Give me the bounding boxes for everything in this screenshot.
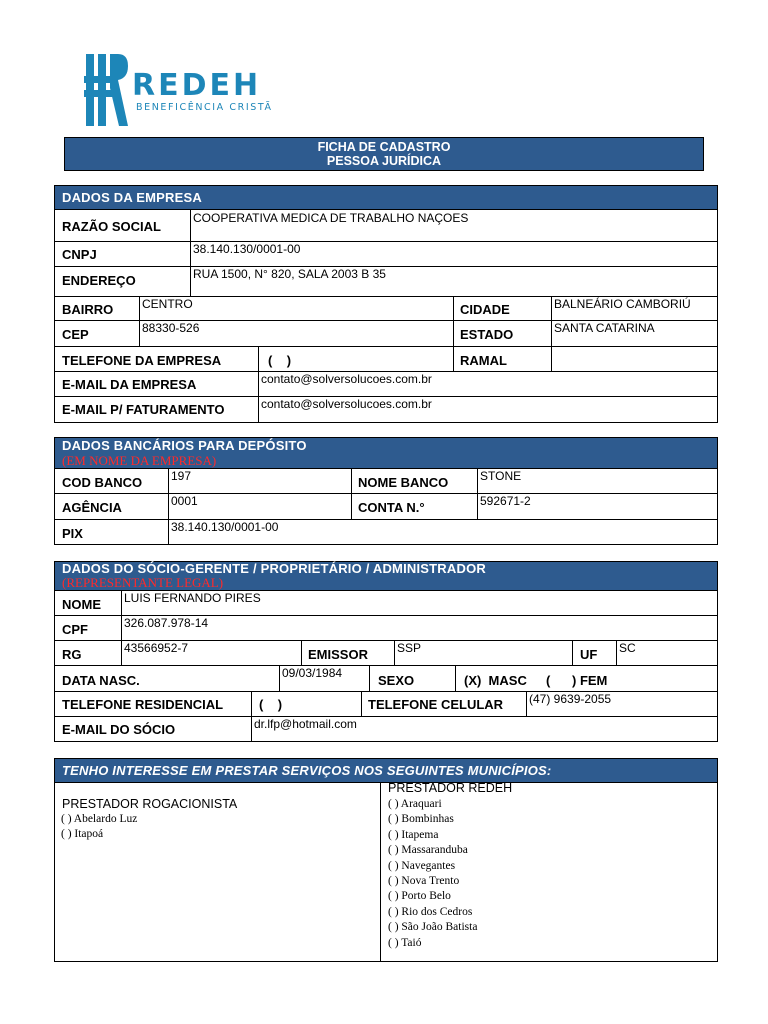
municipio-option[interactable]: ( ) Navegantes <box>388 859 456 872</box>
razao-social-label: RAZÃO SOCIAL <box>62 219 161 234</box>
sexo-masc-option[interactable]: (X) MASC <box>464 673 527 688</box>
banco-header-note: (EM NOME DA EMPRESA) <box>62 453 217 468</box>
cnpj-field[interactable]: 38.140.130/0001-00 <box>193 242 301 256</box>
agencia-label: AGÊNCIA <box>62 500 122 515</box>
prestador-rogacionista-title: PRESTADOR ROGACIONISTA <box>62 797 238 811</box>
nome-banco-label: NOME BANCO <box>358 475 449 490</box>
banco-header-title: DADOS BANCÁRIOS PARA DEPÓSITO <box>62 438 307 453</box>
estado-label: ESTADO <box>460 327 514 342</box>
telefone-empresa-field[interactable]: ( ) <box>268 353 292 368</box>
municipios-header-title: TENHO INTERESSE EM PRESTAR SERVIÇOS NOS SEGUINTES MUNICÍPIOS: <box>62 763 552 778</box>
email-faturamento-label: E-MAIL P/ FATURAMENTO <box>62 402 225 417</box>
email-empresa-field[interactable]: contato@solversolucoes.com.br <box>261 372 432 386</box>
municipio-option[interactable]: ( ) Itapoá <box>61 828 104 840</box>
cpf-field[interactable]: 326.087.978-14 <box>124 616 209 630</box>
agencia-field[interactable]: 0001 <box>171 494 198 508</box>
pix-field[interactable]: 38.140.130/0001-00 <box>171 520 279 534</box>
municipio-option[interactable]: ( ) Rio dos Cedros <box>388 905 473 918</box>
socio-header-note: (REPRESENTANTE LEGAL) <box>62 575 224 590</box>
email-empresa-label: E-MAIL DA EMPRESA <box>62 377 197 392</box>
socio-nome-label: NOME <box>62 597 101 612</box>
cod-banco-label: COD BANCO <box>62 475 143 490</box>
bairro-label: BAIRRO <box>62 302 114 317</box>
cidade-label: CIDADE <box>460 302 510 317</box>
redeh-list <box>388 797 477 951</box>
telefone-empresa-label: TELEFONE DA EMPRESA <box>62 353 222 368</box>
email-socio-field[interactable]: dr.lfp@hotmail.com <box>254 717 357 731</box>
email-faturamento-field[interactable]: contato@solversolucoes.com.br <box>261 397 432 411</box>
uf-field[interactable]: SC <box>619 641 636 655</box>
form-title-line2: PESSOA JURÍDICA <box>326 154 442 168</box>
cidade-field[interactable]: BALNEÁRIO CAMBORIÚ <box>554 297 691 311</box>
municipio-option[interactable]: ( ) Itapema <box>388 828 439 841</box>
email-socio-label: E-MAIL DO SÓCIO <box>62 722 176 737</box>
municipio-option[interactable]: ( ) Abelardo Luz <box>61 813 138 825</box>
municipio-option[interactable]: ( ) São João Batista <box>388 921 478 934</box>
municipio-option[interactable]: ( ) Porto Belo <box>388 890 451 903</box>
sexo-fem-option[interactable]: ( ) FEM <box>546 673 608 688</box>
form-title-banner <box>64 137 704 171</box>
conta-label: CONTA N.° <box>358 500 425 515</box>
data-nasc-field[interactable]: 09/03/1984 <box>282 666 343 680</box>
logo-tagline: BENEFICÊNCIA CRISTÃ <box>136 102 273 113</box>
form-title-line1: FICHA DE CADASTRO <box>317 140 451 154</box>
pix-label: PIX <box>62 526 83 541</box>
prestador-redeh-title: PRESTADOR REDEH <box>388 781 513 795</box>
municipio-option[interactable]: ( ) Araquari <box>388 798 442 810</box>
municipio-option[interactable]: ( ) Bombinhas <box>388 813 454 826</box>
estado-field[interactable]: SANTA CATARINA <box>554 321 655 335</box>
socio-nome-field[interactable]: LUIS FERNANDO PIRES <box>124 591 261 605</box>
sexo-label: SEXO <box>378 673 415 688</box>
telefone-celular-field[interactable]: (47) 9639-2055 <box>529 692 612 706</box>
logo <box>84 54 274 130</box>
telefone-celular-label: TELEFONE CELULAR <box>368 697 504 712</box>
cnpj-label: CNPJ <box>62 247 97 262</box>
nome-banco-field[interactable]: STONE <box>480 469 522 483</box>
rogacionista-list <box>61 812 137 842</box>
data-nasc-label: DATA NASC. <box>62 673 140 688</box>
logo-name: REDEH <box>132 68 262 103</box>
empresa-header-title: DADOS DA EMPRESA <box>62 190 202 205</box>
emissor-field[interactable]: SSP <box>397 641 422 655</box>
redeh-logo-icon <box>84 54 130 130</box>
telefone-residencial-label: TELEFONE RESIDENCIAL <box>62 697 224 712</box>
endereco-label: ENDEREÇO <box>62 273 136 288</box>
uf-label: UF <box>580 647 598 662</box>
emissor-label: EMISSOR <box>308 647 368 662</box>
cep-field[interactable]: 88330-526 <box>142 321 200 335</box>
socio-header-title: DADOS DO SÓCIO-GERENTE / PROPRIETÁRIO / ADMINISTRADOR <box>62 561 486 576</box>
cep-label: CEP <box>62 327 89 342</box>
rg-label: RG <box>62 647 82 662</box>
bairro-field[interactable]: CENTRO <box>142 297 193 311</box>
endereco-field[interactable]: RUA 1500, N° 820, SALA 2003 B 35 <box>193 267 386 281</box>
municipio-option[interactable]: ( ) Massaranduba <box>388 844 468 857</box>
ramal-label: RAMAL <box>460 353 507 368</box>
municipio-option[interactable]: ( ) Nova Trento <box>388 875 460 888</box>
cod-banco-field[interactable]: 197 <box>171 469 192 483</box>
telefone-residencial-field[interactable]: ( ) <box>259 697 283 712</box>
municipio-option[interactable]: ( ) Taió <box>388 936 422 949</box>
razao-social-field[interactable]: COOPERATIVA MEDICA DE TRABALHO NAÇOES <box>193 211 469 225</box>
cpf-label: CPF <box>62 622 88 637</box>
conta-field[interactable]: 592671-2 <box>480 494 531 508</box>
rg-field[interactable]: 43566952-7 <box>124 641 189 655</box>
